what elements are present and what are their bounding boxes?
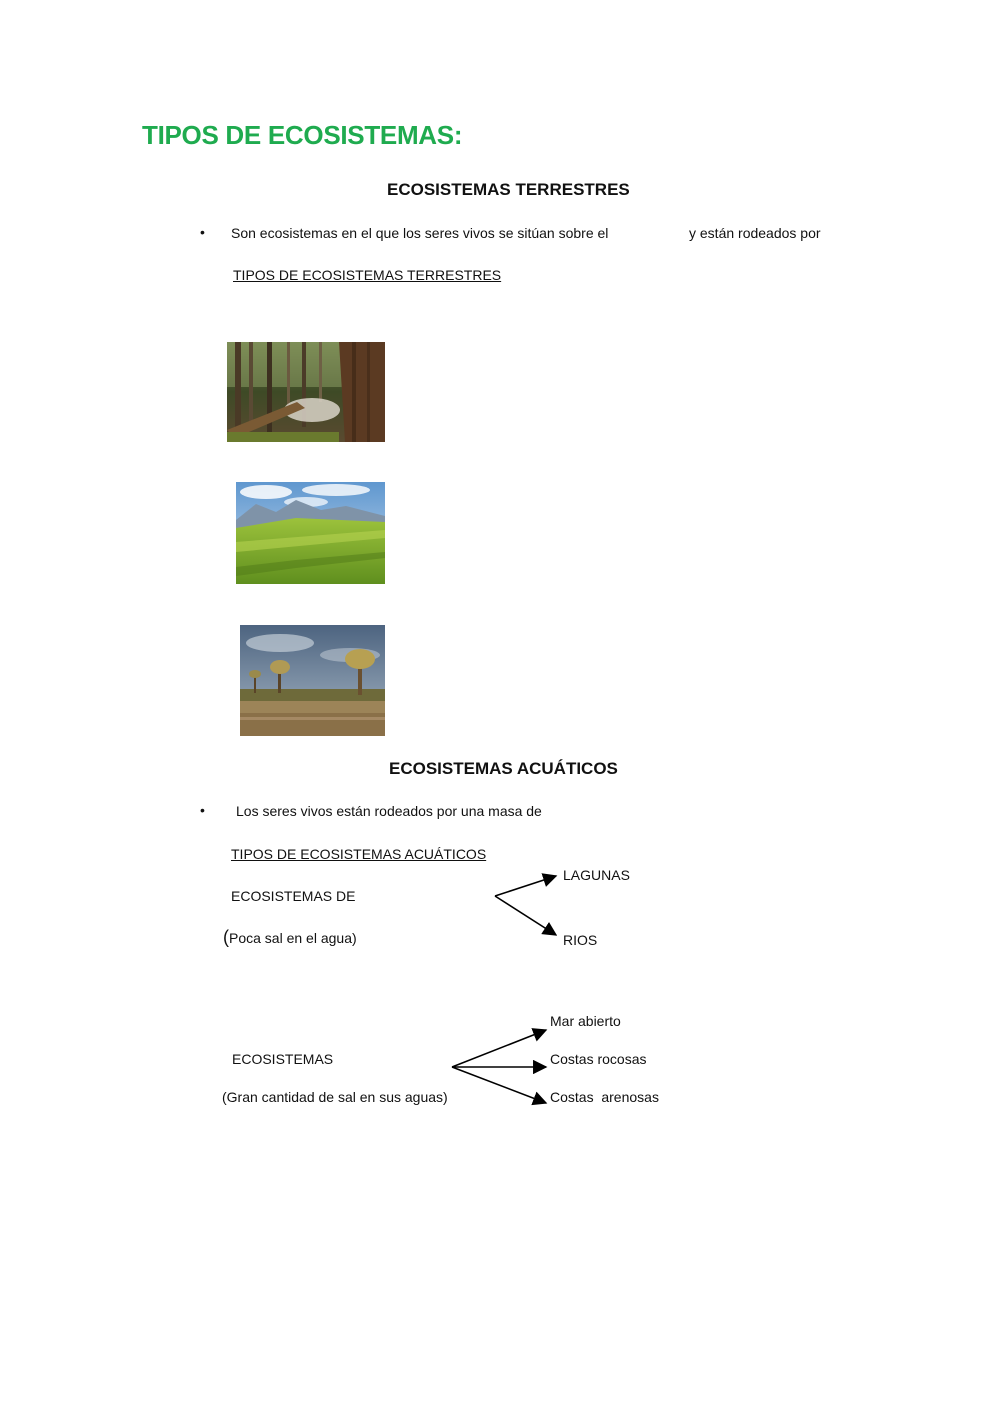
branch-mar-abierto: Mar abierto bbox=[550, 1013, 621, 1029]
arrow-to-lagunas bbox=[495, 876, 556, 896]
arrow-to-costas-arenosas bbox=[452, 1067, 546, 1103]
marine-label: ECOSISTEMAS bbox=[232, 1051, 334, 1067]
terrestrial-subheading: TIPOS DE ECOSISTEMAS TERRESTRES bbox=[233, 267, 502, 283]
aquatic-heading: ECOSISTEMAS ACUÁTICOS bbox=[389, 759, 618, 778]
branch-lagunas: LAGUNAS bbox=[563, 867, 630, 883]
freshwater-note-paren: ( bbox=[223, 927, 229, 947]
branch-rios: RIOS bbox=[563, 932, 598, 948]
aquatic-sentence: Los seres vivos están rodeados por una masa de bbox=[236, 803, 542, 819]
terrestrial-sentence-end: y están rodeados por bbox=[689, 225, 821, 241]
freshwater-note-text: Poca sal en el agua) bbox=[229, 930, 357, 946]
branch-costas-arenosas: Costas arenosas bbox=[550, 1089, 659, 1105]
arrow-to-rios bbox=[495, 896, 556, 935]
terrestrial-heading: ECOSISTEMAS TERRESTRES bbox=[387, 180, 630, 199]
terrestrial-bullet: • bbox=[200, 224, 205, 240]
branch-costas-rocosas: Costas rocosas bbox=[550, 1051, 647, 1067]
freshwater-label: ECOSISTEMAS DE bbox=[231, 888, 356, 904]
aquatic-subheading: TIPOS DE ECOSISTEMAS ACUÁTICOS bbox=[231, 846, 487, 862]
arrow-to-mar-abierto bbox=[452, 1030, 546, 1067]
page-title: TIPOS DE ECOSISTEMAS: bbox=[142, 120, 463, 150]
marine-note: (Gran cantidad de sal en sus aguas) bbox=[222, 1089, 448, 1105]
aquatic-bullet: • bbox=[200, 802, 205, 818]
terrestrial-sentence-start: Son ecosistemas en el que los seres vivos se sitúan sobre el bbox=[231, 225, 609, 241]
